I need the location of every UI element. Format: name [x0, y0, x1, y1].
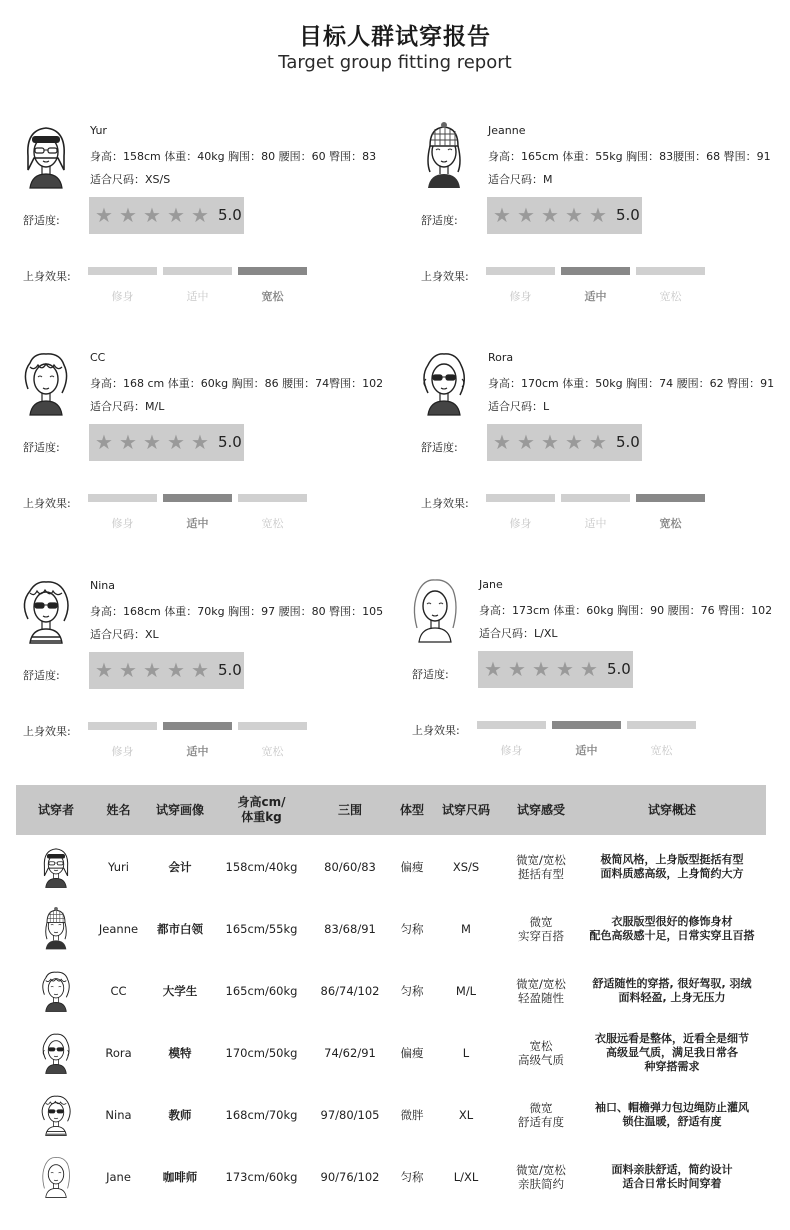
cell-summary: 极简风格，上身版型挺括有型 面料质感高级，上身简约大方 [600, 853, 744, 880]
star-icon: ★ [532, 657, 550, 681]
fit-bar [238, 267, 307, 275]
fit-label: 适中 [186, 517, 209, 530]
comfort-rating [89, 652, 244, 689]
fit-bar [477, 721, 546, 729]
cell-summary: 衣服远看是整体，近看全是细节 高级显气质，满足我日常各 种穿搭需求 [595, 1032, 749, 1073]
cell-summary: 袖口、帽檐弹力包边绳防止灌风 锁住温暖，舒适有度 [595, 1101, 749, 1128]
tester-name: CC [90, 351, 106, 364]
cell-size: M [461, 922, 471, 936]
star-icon: ★ [191, 430, 209, 454]
table-header-cell: 试穿概述 [647, 802, 696, 817]
fit-label: 宽松 [659, 517, 682, 530]
fit-effect-label: 上身效果: [421, 270, 469, 283]
table-header-cell: 身高cm/ 体重kg [237, 795, 286, 824]
comfort-score: 5.0 [218, 661, 242, 679]
tester-card [407, 576, 787, 786]
fit-bar [88, 267, 157, 275]
comfort-score: 5.0 [218, 206, 242, 224]
cell-summary: 舒适随性的穿搭, 很好驾驭, 羽绒 面料轻盈, 上身无压力 [592, 977, 752, 1004]
table-row [16, 1084, 766, 1146]
fit-label: 宽松 [261, 745, 284, 758]
comfort-rating [89, 424, 244, 461]
fit-bar [163, 267, 232, 275]
table-header [16, 785, 766, 835]
fit-bar [486, 267, 555, 275]
cell-role: 模特 [168, 1046, 192, 1060]
comfort-label: 舒适度: [412, 668, 449, 681]
fit-bar [163, 722, 232, 730]
fit-label: 宽松 [261, 290, 284, 303]
tester-avatar-icon [16, 898, 96, 960]
table-header-cell: 姓名 [106, 802, 131, 817]
fit-label: 适中 [575, 744, 598, 757]
fit-effect-label: 上身效果: [412, 724, 460, 737]
fit-bar [636, 267, 705, 275]
fit-label: 修身 [111, 745, 134, 758]
star-icon: ★ [484, 657, 502, 681]
tester-card [18, 577, 398, 787]
star-icon: ★ [95, 658, 113, 682]
tester-name: Jane [479, 578, 503, 591]
star-icon: ★ [119, 658, 137, 682]
cell-summary: 衣服版型很好的修饰身材 配色高级感十足，日常实穿且百搭 [589, 915, 755, 942]
star-icon: ★ [508, 657, 526, 681]
table-row [16, 1146, 766, 1208]
tester-size: 适合尺码：M/L [90, 400, 165, 413]
comfort-label: 舒适度: [421, 214, 458, 227]
cell-role: 咖啡师 [162, 1170, 198, 1184]
fit-label: 修身 [111, 517, 134, 530]
fit-bar [88, 722, 157, 730]
tester-avatar-icon [16, 960, 96, 1022]
long-hair-avatar-icon [407, 576, 463, 646]
comfort-label: 舒适度: [23, 669, 60, 682]
page-title: 目标人群试穿报告 [299, 24, 491, 50]
star-icon: ★ [556, 657, 574, 681]
fit-effect-label: 上身效果: [421, 497, 469, 510]
cell-name: Jeanne [98, 922, 139, 936]
comfort-label: 舒适度: [23, 441, 60, 454]
fit-label: 修身 [509, 517, 532, 530]
fit-bar [163, 494, 232, 502]
tester-measurements: 身高：168cm 体重：70kg 胸围：97 腰围：80 臀围：105 [90, 605, 384, 618]
star-icon: ★ [580, 657, 598, 681]
table-header-cell: 试穿感受 [516, 802, 565, 817]
cell-measurements: 83/68/91 [324, 922, 376, 936]
cell-feeling: 宽松 高级气质 [518, 1039, 564, 1067]
cell-name: Nina [105, 1108, 132, 1122]
tester-avatar-icon [16, 1022, 96, 1084]
star-icon: ★ [565, 430, 583, 454]
star-icon: ★ [541, 430, 559, 454]
cell-name: Rora [105, 1046, 132, 1060]
tester-name: Jeanne [488, 124, 526, 137]
comfort-score: 5.0 [218, 433, 242, 451]
cell-body-type: 微胖 [400, 1108, 424, 1122]
fit-label: 宽松 [659, 290, 682, 303]
tester-name: Yur [90, 124, 107, 137]
fit-label: 宽松 [261, 517, 284, 530]
comfort-label: 舒适度: [23, 214, 60, 227]
tester-measurements: 身高：168 cm 体重：60kg 胸围：86 腰围：74臀围：102 [90, 377, 384, 390]
table-header-cell: 试穿尺码 [441, 802, 490, 817]
comfort-rating [487, 197, 642, 234]
fit-bar [636, 494, 705, 502]
star-icon: ★ [119, 430, 137, 454]
star-icon: ★ [493, 430, 511, 454]
cell-feeling: 微宽 舒适有度 [518, 1101, 564, 1129]
fit-effect-label: 上身效果: [23, 270, 71, 283]
cell-body-type: 偏瘦 [400, 860, 424, 874]
short-hair-glasses-avatar-icon [18, 122, 74, 192]
cell-name: CC [110, 984, 127, 998]
fit-label: 宽松 [650, 744, 673, 757]
table-header-cell: 试穿者 [37, 802, 74, 817]
cell-measurements: 97/80/105 [320, 1108, 380, 1122]
cell-measurements: 86/74/102 [320, 984, 380, 998]
tester-card [18, 122, 398, 332]
table-row [16, 1022, 766, 1084]
cell-feeling: 微宽 实穿百搭 [518, 915, 564, 943]
cell-measurements: 80/60/83 [324, 860, 376, 874]
star-icon: ★ [589, 430, 607, 454]
sunglasses-wavy-hair-avatar-icon [416, 349, 472, 419]
beanie-hat-avatar-icon [416, 122, 472, 192]
cell-body-type: 匀称 [400, 984, 424, 998]
cell-measurements: 74/62/91 [324, 1046, 376, 1060]
comfort-rating [487, 424, 642, 461]
cell-role: 教师 [168, 1108, 192, 1122]
star-icon: ★ [191, 658, 209, 682]
cell-name: Jane [106, 1170, 131, 1184]
fit-bar [486, 494, 555, 502]
tester-card [416, 349, 790, 559]
star-icon: ★ [517, 430, 535, 454]
cell-role: 会计 [168, 860, 192, 874]
cell-size: M/L [455, 984, 477, 998]
star-icon: ★ [517, 203, 535, 227]
cell-height-weight: 168cm/70kg [225, 1108, 298, 1122]
star-icon: ★ [95, 203, 113, 227]
fit-label: 适中 [186, 745, 209, 758]
tester-avatar-icon [16, 1146, 96, 1208]
tester-measurements: 身高：165cm 体重：55kg 胸围：83腰围：68 臀围：91 [488, 150, 771, 163]
star-icon: ★ [167, 203, 185, 227]
table-header-cell: 三围 [337, 802, 362, 817]
star-icon: ★ [493, 203, 511, 227]
fit-label: 修身 [111, 290, 134, 303]
cell-measurements: 90/76/102 [320, 1170, 380, 1184]
tester-size: 适合尺码：XS/S [90, 173, 171, 186]
cell-role: 大学生 [162, 984, 198, 998]
tester-size: 适合尺码：L [488, 400, 550, 413]
table-header-cell: 试穿画像 [155, 802, 204, 817]
cell-name: Yuri [108, 860, 129, 874]
cell-size: L/XL [453, 1170, 479, 1184]
cell-size: XL [458, 1108, 474, 1122]
star-icon: ★ [589, 203, 607, 227]
fit-label: 适中 [186, 290, 209, 303]
cell-feeling: 微宽/宽松 挺括有型 [516, 853, 566, 881]
star-icon: ★ [143, 430, 161, 454]
cell-body-type: 匀称 [400, 1170, 424, 1184]
comfort-label: 舒适度: [421, 441, 458, 454]
tester-measurements: 身高：170cm 体重：50kg 胸围：74 腰围：62 臀围：91 [488, 377, 775, 390]
star-icon: ★ [565, 203, 583, 227]
fit-label: 适中 [584, 517, 607, 530]
star-icon: ★ [191, 203, 209, 227]
tester-name: Rora [488, 351, 514, 364]
fit-label: 适中 [584, 290, 607, 303]
sunglasses-curly-avatar-icon [18, 577, 74, 647]
fit-bar [561, 267, 630, 275]
comfort-rating [478, 651, 633, 688]
cell-feeling: 微宽/宽松 轻盈随性 [516, 977, 566, 1005]
cell-summary: 面料亲肤舒适，简约设计 适合日常长时间穿着 [611, 1163, 733, 1190]
star-icon: ★ [167, 430, 185, 454]
cell-size: XS/S [452, 860, 480, 874]
fit-effect-label: 上身效果: [23, 725, 71, 738]
tester-card [18, 349, 398, 559]
tester-size: 适合尺码：M [488, 173, 553, 186]
cell-height-weight: 173cm/60kg [225, 1170, 298, 1184]
cell-height-weight: 170cm/50kg [225, 1046, 298, 1060]
fit-bar [561, 494, 630, 502]
tester-card [416, 122, 790, 332]
star-icon: ★ [167, 658, 185, 682]
table-header-cell: 体型 [399, 802, 424, 817]
table-row [16, 960, 766, 1022]
tester-avatar-icon [16, 836, 96, 898]
comfort-score: 5.0 [616, 206, 640, 224]
tester-measurements: 身高：158cm 体重：40kg 胸围：80 腰围：60 臀围：83 [90, 150, 377, 163]
tester-size: 适合尺码：L/XL [479, 627, 558, 640]
star-icon: ★ [541, 203, 559, 227]
fit-bar [238, 722, 307, 730]
cell-height-weight: 158cm/40kg [225, 860, 298, 874]
tester-size: 适合尺码：XL [90, 628, 159, 641]
fit-bar [88, 494, 157, 502]
table-row [16, 898, 766, 960]
fit-label: 修身 [500, 744, 523, 757]
cell-role: 都市白领 [157, 922, 203, 936]
cell-body-type: 匀称 [400, 922, 424, 936]
fit-bar [238, 494, 307, 502]
star-icon: ★ [143, 203, 161, 227]
fit-label: 修身 [509, 290, 532, 303]
comfort-score: 5.0 [616, 433, 640, 451]
fit-bar [552, 721, 621, 729]
fit-bar [627, 721, 696, 729]
fit-effect-label: 上身效果: [23, 497, 71, 510]
star-icon: ★ [119, 203, 137, 227]
star-icon: ★ [143, 658, 161, 682]
cell-height-weight: 165cm/55kg [225, 922, 298, 936]
tester-name: Nina [90, 579, 115, 592]
cell-feeling: 微宽/宽松 亲肤简约 [516, 1163, 566, 1191]
table-row [16, 836, 766, 898]
cell-body-type: 偏瘦 [400, 1046, 424, 1060]
comfort-rating [89, 197, 244, 234]
comfort-score: 5.0 [607, 660, 631, 678]
curly-hair-avatar-icon [18, 349, 74, 419]
cell-size: L [462, 1046, 470, 1060]
tester-measurements: 身高：173cm 体重：60kg 胸围：90 腰围：76 臀围：102 [479, 604, 773, 617]
page-subtitle: Target group fitting report [278, 52, 512, 73]
cell-height-weight: 165cm/60kg [225, 984, 298, 998]
tester-avatar-icon [16, 1084, 96, 1146]
star-icon: ★ [95, 430, 113, 454]
